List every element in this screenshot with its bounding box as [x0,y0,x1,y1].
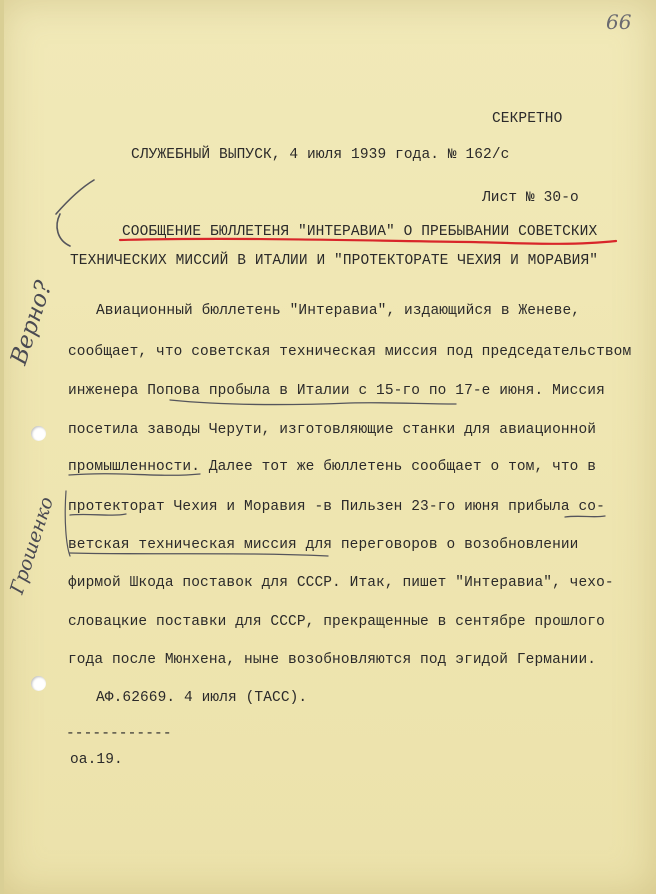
margin-note-verify: Верно? [6,277,58,369]
pencil-underline-popov [170,400,456,405]
typist-code: оа.19. [70,752,123,768]
paper-edge [0,0,4,894]
title-line-1: СООБЩЕНИЕ БЮЛЛЕТЕНЯ "ИНТЕРАВИА" О ПРЕБЫВАНИИ СОВЕТСКИХ [122,224,598,240]
pencil-bracket-bottom [57,214,70,246]
page-number: 66 [606,10,632,34]
pencil-bracket-top [56,180,94,214]
sheet-number: Лист № 30-о [482,190,579,206]
margin-note-signature: Грошенко [6,494,59,597]
title-line-2: ТЕХНИЧЕСКИХ МИССИЙ В ИТАЛИИ И "ПРОТЕКТОРАТЕ ЧЕХИЯ И МОРАВИЯ" [70,253,599,269]
issue-line: СЛУЖЕБНЫЙ ВЫПУСК, 4 июля 1939 года. № 162/с [131,147,510,163]
body-line: Авиационный бюллетень "Интеравиа", издающийся в Женеве, [96,303,581,319]
body-line: года после Мюнхена, ныне возобновляются под эгидой Германии. [68,652,597,668]
punch-hole-bottom [31,676,46,691]
separator-line: ------------ [66,726,172,742]
source-line: АФ.62669. 4 июля (ТАСС). [96,690,308,706]
body-line: инженера Попова пробыла в Италии с 15-го по 17-е июня. Миссия [68,383,605,399]
pencil-underline-mission [70,553,328,556]
body-line: протекторат Чехия и Моравия -в Пильзен 23-го июня прибыла со- [68,499,605,515]
pencil-underline-so [565,516,605,517]
body-line: ветская техническая миссия для переговоров о возобновлении [68,537,579,553]
body-line: словацкие поставки для СССР, прекращенные в сентябре прошлого [68,614,605,630]
punch-hole-top [31,426,46,441]
body-line: промышленности. Далее тот же бюллетень сообщает о том, что в [68,459,597,475]
classification-mark: СЕКРЕТНО [492,111,563,127]
body-line: посетила заводы Черути, изготовляющие станки для авиационной [68,422,597,438]
body-line: сообщает, что советская техническая миссия под председательством [68,344,632,360]
body-line: фирмой Шкода поставок для СССР. Итак, пишет "Интеравиа", чехо- [68,575,614,591]
